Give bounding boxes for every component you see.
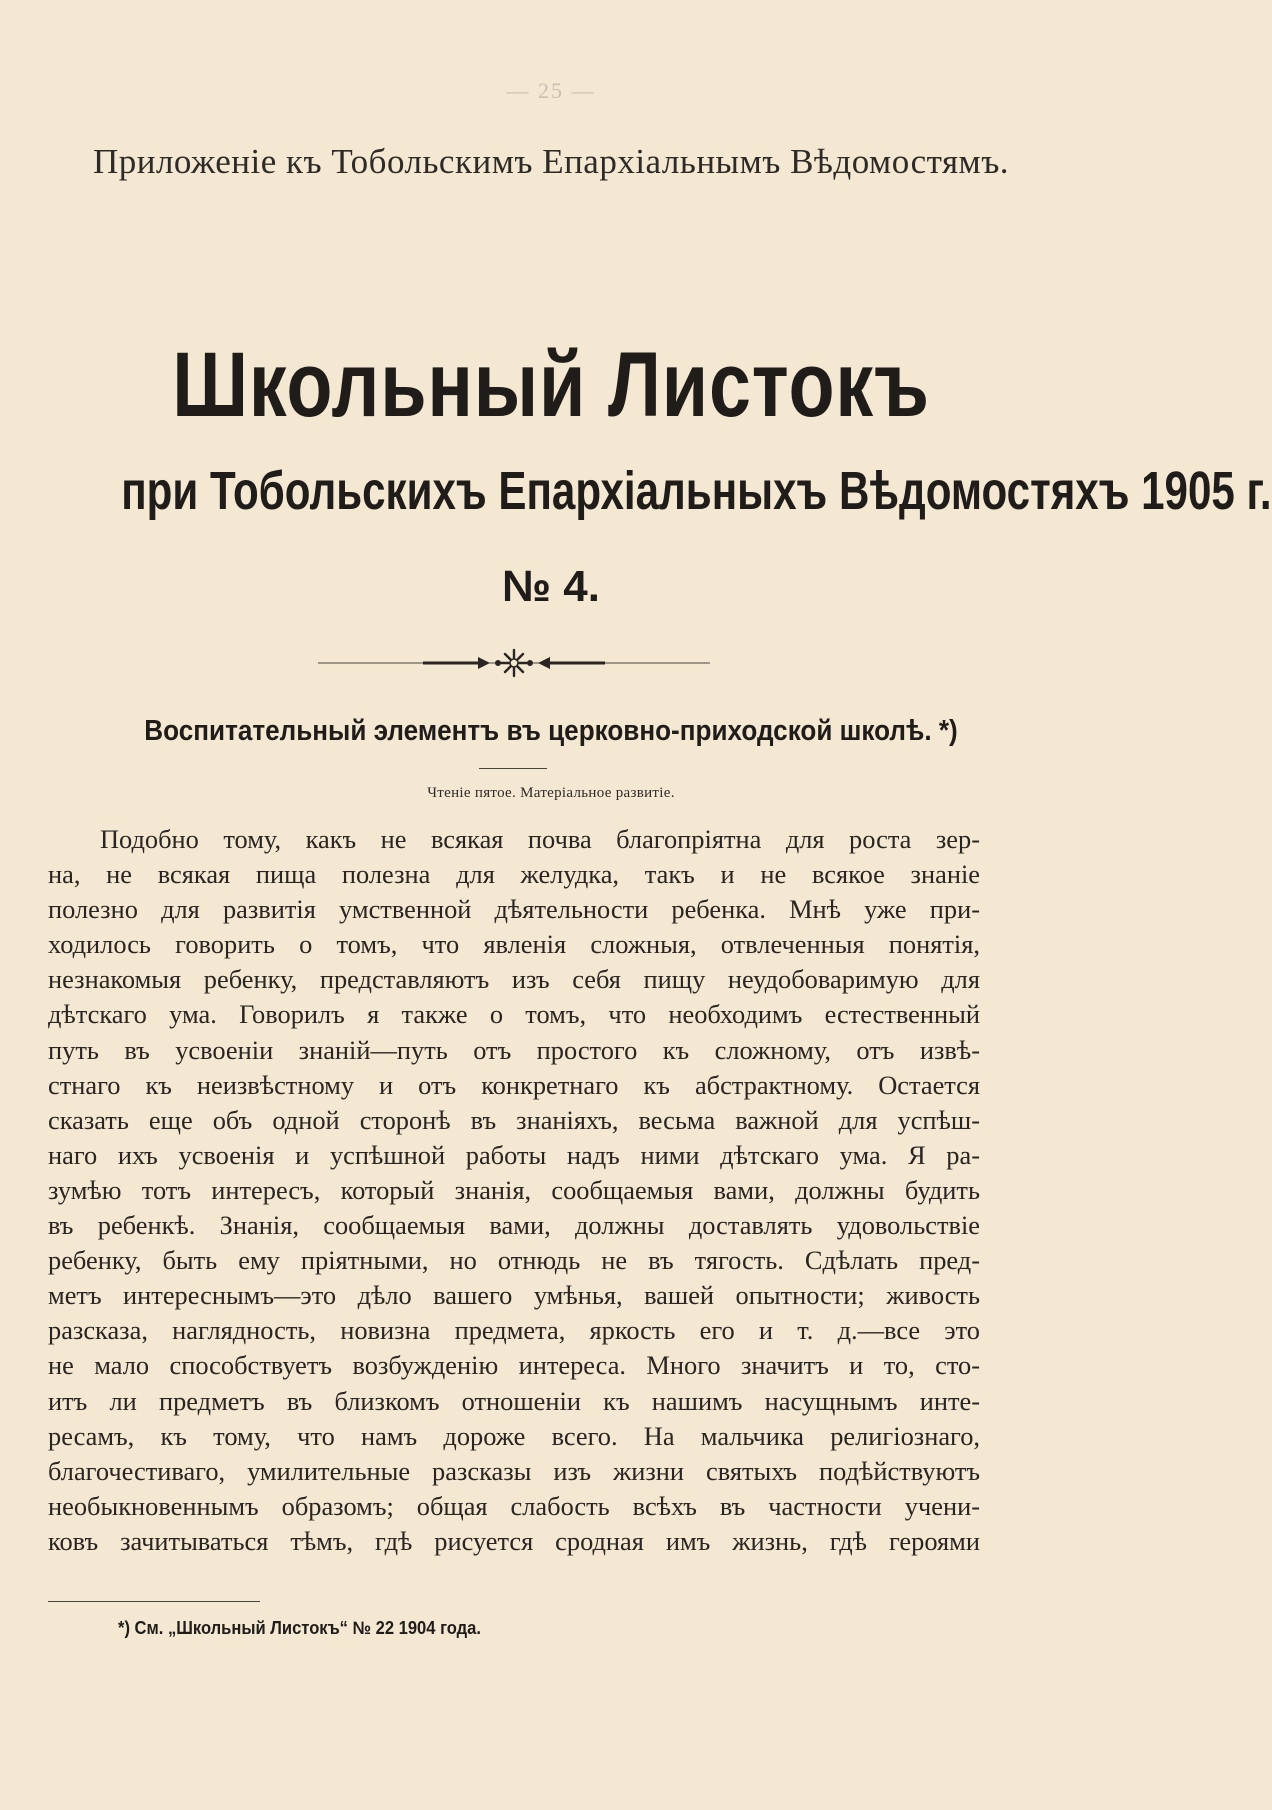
body-line: дѣтскаго ума. Говорилъ я также о томъ, что необходимъ естественный	[48, 999, 980, 1030]
page-number: — 25 —	[506, 78, 596, 103]
body-line: ковъ зачитываться тѣмъ, гдѣ рисуется сродная имъ жизнь, гдѣ героями	[48, 1525, 980, 1556]
body-line: благочестиваго, умилительные разсказы изъ жизни святыхъ подѣйствуютъ	[48, 1455, 980, 1486]
body-line: незнакомыя ребенку, представляютъ изъ себя пищу неудобоваримую для	[48, 964, 980, 995]
supplement-header: Приложенiе къ Тобольскимъ Епархiальнымъ Вѣдомостямъ.	[92, 142, 1010, 181]
body-line: стнаго къ неизвѣстному и отъ конкретнаго къ абстрактному. Остается	[48, 1069, 980, 1100]
body-line: наго ихъ усвоенiя и успѣшной работы надъ ними дѣтскаго ума. Я ра-	[48, 1139, 980, 1170]
body-line: полезно для развитiя умственной дѣятельности ребенка. Мнѣ уже при-	[48, 894, 980, 925]
body-line: итъ ли предметъ въ близкомъ отношенiи къ нашимъ насущнымъ инте-	[48, 1385, 980, 1416]
footnote: *) См. „Школьный Листокъ“ № 22 1904 года.	[118, 1618, 481, 1638]
body-line: разсказа, наглядность, новизна предмета, яркость его и т. д.—все это	[48, 1315, 980, 1346]
masthead-title: Школьный Листокъ	[172, 334, 930, 436]
body-line: сказать еще объ одной сторонѣ въ знанiяхъ, весьма важной для успѣш-	[48, 1104, 980, 1135]
body-line: зумѣю тотъ интересъ, который знанiя, сообщаемыя вами, должны будить	[48, 1174, 980, 1205]
body-line: Подобно тому, какъ не всякая почва благопрiятна для роста зер-	[100, 824, 980, 854]
masthead-subtitle: при Тобольскихъ Епархiальныхъ Вѣдомостяхъ 1905 г.	[121, 461, 1272, 521]
reading-subtitle: Чтенiе пятое. Матерiальное развитiе.	[427, 785, 675, 801]
article-body	[48, 822, 980, 1559]
body-line: не мало способствуетъ возбужденiю интереса. Много значитъ и то, сто-	[48, 1350, 980, 1381]
body-line: ребенку, быть ему прiятными, но отнюдь не въ тягость. Сдѣлать пред-	[48, 1245, 980, 1276]
issue-number: № 4.	[502, 562, 600, 611]
body-line: на, не всякая пища полезна для желудка, такъ и не всякое знанiе	[48, 859, 980, 890]
body-line: необыкновеннымъ образомъ; общая слабость всѣхъ въ частности учени-	[48, 1490, 980, 1521]
title-rule	[479, 768, 547, 769]
footnote-rule	[48, 1601, 260, 1602]
body-line: ресамъ, къ тому, что намъ дороже всего. На мальчика религiознаго,	[48, 1420, 980, 1451]
ornament-divider	[318, 648, 710, 678]
body-line: путь въ усвоенiи знанiй—путь отъ простого къ сложному, отъ извѣ-	[48, 1034, 980, 1065]
body-line: въ ребенкѣ. Знанiя, сообщаемыя вами, должны доставлять удовольствiе	[48, 1210, 980, 1241]
body-line: метъ интереснымъ—это дѣло вашего умѣнья, вашей опытности; живость	[48, 1280, 980, 1311]
body-line: ходилось говорить о томъ, что явленiя сложныя, отвлеченныя понятiя,	[48, 929, 980, 960]
article-title: Воспитательный элементъ въ церковно-приходской школѣ. *)	[144, 715, 958, 747]
